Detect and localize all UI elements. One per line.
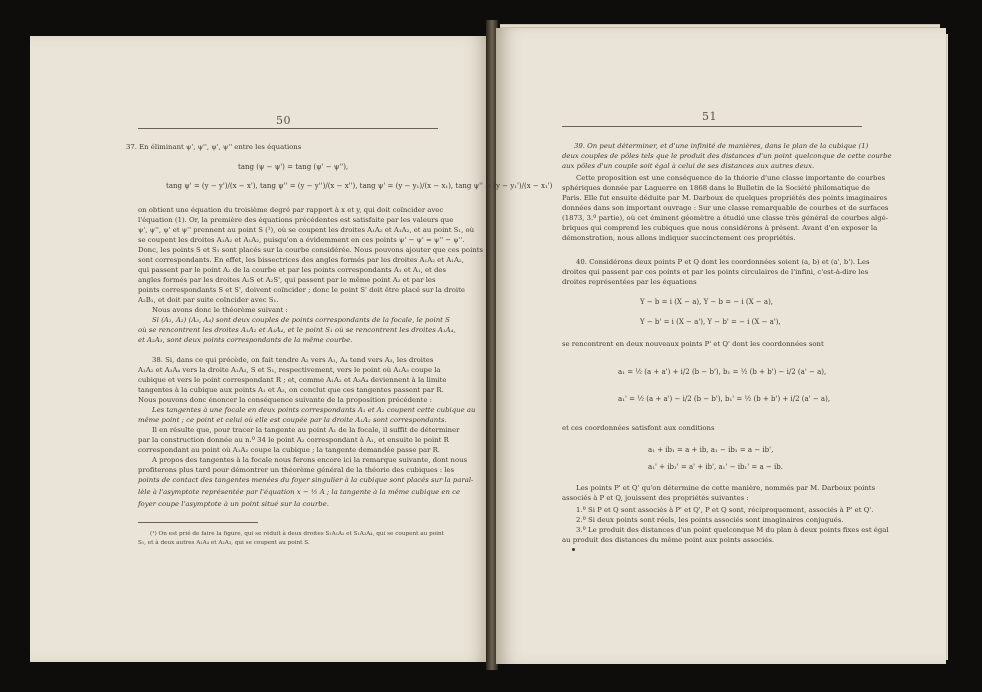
text-line: Les points P' et Q' qu'on détermine de cette manière, nommés par M. Darboux points (576, 484, 876, 492)
equation-line: a₁' + ib₁' = a' + ib', a₁' − ib₁' = a − ib. (648, 463, 783, 471)
text-line: lèle à l'asymptote représentée par l'équation x − ½ A ; la tangente à la même cubique en ce (138, 488, 461, 496)
text-line: angles formés par les droites A₂S et A₂S', qui passent par le même point A₂ et par les (138, 276, 436, 284)
text-line: démonstration, nous allons indiquer succinctement ces propriétés. (562, 234, 796, 242)
text-line: A₁A₂ et A₃A₄ vers la droite A₁A₃, S et S₁, respectivement, vers le point où A₁A₃ coupe la (138, 366, 441, 374)
text-line: associés à P et Q, jouissent des propriétés suivantes : (562, 494, 749, 502)
text-line: Nous avons donc le théorème suivant : (152, 306, 288, 314)
equation-line: Y − b' = i (X − a'), Y − b' = − i (X − a'), (640, 318, 781, 326)
left-header-rule (138, 128, 438, 129)
text-line: deux couples de pôles tels que le produit des distances d'un point quelconque de cette courbe (562, 152, 892, 160)
text-line: tangentes à la cubique aux points A₁ et A₃, on conclut que ces tangentes passent par R. (138, 386, 444, 394)
equation-line: tang (ψ − ψ') = tang (ψ' − ψ''), (238, 163, 349, 171)
text-line: droites qui passent par ces points et par les points circulaires de l'infini, c'est-à-dire les (562, 268, 869, 276)
text-line: même point ; ce point et celui où elle est coupée par la droite A₁A₂ sont correspondants. (138, 416, 447, 424)
equation-line: a₁ = ½ (a + a') + i/2 (b − b'), b₁ = ½ (b + b') − i/2 (a' − a), (618, 368, 827, 376)
text-line: se rencontrent en deux nouveaux points P' et Q' dont les coordonnées sont (562, 340, 824, 348)
end-mark (572, 548, 575, 551)
text-line: où se rencontrent les droites A₁A₂ et A₃A₄, et le point S₁ où se rencontrent les droites A₁A₄, (138, 326, 456, 334)
text-line: qui passent par le point A₂ de la courbe et par les points correspondants A₁ et A₁, et des (138, 266, 447, 274)
text-line: droites représentées par les équations (562, 278, 697, 286)
text-line: Cette proposition est une conséquence de la théorie d'une classe importante de courbes (576, 174, 886, 182)
text-line: données dans son important ouvrage : Sur une classe remarquable de courbes et de surfaces (562, 204, 889, 212)
text-line: A₂B₁, et doit par suite coïncider avec S₁. (138, 296, 279, 304)
text-line: 40. Considérons deux points P et Q dont les coordonnées soient (a, b) et (a', b'). Les (576, 258, 870, 266)
text-line: Si (A₁, A₂) (A₃, A₄) sont deux couples de points correspondants de la focale, le point S (152, 316, 450, 324)
equation-line: a₁' = ½ (a + a') − i/2 (b − b'), b₁' = ½ (b + b') + i/2 (a' − a), (618, 395, 831, 403)
text-line: au produit des distances du même point aux points associés. (562, 536, 775, 544)
text-line: sont correspondants. En effet, les bissectrices des angles formés par les droites A₁A₂ et A₁A₂, (138, 256, 464, 264)
equation-line: a₁ + ib₁ = a + ib, a₁ − ib₁ = a − ib', (648, 446, 774, 454)
right-page-number: 51 (702, 110, 717, 123)
text-line: on obtient une équation du troisième degré par rapport à x et y, qui doit coïncider avec (138, 206, 444, 214)
text-line: cubique et vers le point correspondant R ; et, comme A₁A₂ et A₃A₄ deviennent à la limite (138, 376, 447, 384)
text-line: aux pôles d'un couple soit égal à celui de ses distances aux autres deux. (562, 162, 815, 170)
text-line: 3.º Le produit des distances d'un point quelconque M du plan à deux points fixes est égal (576, 526, 889, 534)
text-line: et A₂A₃, sont deux points correspondants de la même courbe. (138, 336, 353, 344)
text-line: profiterons plus tard pour démontrer un théorème général de la théorie des cubiques : les (138, 466, 455, 474)
text-line: l'équation (1). Or, la première des équations précédentes est satisfaite par les valeurs que (138, 216, 454, 224)
equation-line: tang ψ' = (y − y')/(x − x'), tang ψ'' = (y − y'')/(x − x''), tang ψ' = (y − y₁)/(x − x₁), tang ψ'' = (y − y₁')/(x − x₁') (166, 182, 553, 190)
text-line: 1.º Si P et Q sont associés à P' et Q', P et Q sont, réciproquement, associés à P' et Q'. (576, 506, 874, 514)
text-line: correspondant au point où A₁A₂ coupe la cubique ; la tangente demandée passe par R. (138, 446, 440, 454)
equation-line: Y − b = i (X − a), Y − b = − i (X − a), (640, 298, 774, 306)
text-line: points de contact des tangentes menées du foyer singulier à la cubique sont placés sur la paral- (138, 476, 474, 484)
text-line: 37. En éliminant ψ', ψ'', ψ', ψ'' entre les équations (126, 143, 302, 151)
text-line: Donc, les points S et S₁ sont placés sur la courbe considérée. Nous pouvons ajouter que ces points (138, 246, 484, 254)
text-line: briques qui comprend les cubiques que nous considérons à présent. Avant d'en exposer la (562, 224, 878, 232)
text-line: 39. On peut déterminer, et d'une infinité de manières, dans le plan de la cubique (1) (574, 142, 869, 150)
text-line: sphériques donnée par Laguerre en 1868 dans le Bulletin de la Société philomatique de (562, 184, 870, 192)
left-page-number: 50 (276, 114, 291, 127)
text-line: par la construction donnée au n.º 34 le point A₂ correspondant à A₁, et ensuite le point R (138, 436, 449, 444)
right-header-rule (562, 126, 862, 127)
text-line: points correspondants S et S', doivent coïncider ; donc le point S' doit être placé sur la droite (138, 286, 465, 294)
text-line: Paris. Elle fut ensuite déduite par M. Darboux de quelques propriétés des points imaginaires (562, 194, 888, 202)
text-line: (1873, 3.º partie), où cet éminent géomètre a étudié une classe très général de courbes algé- (562, 214, 889, 222)
footnote-rule (138, 522, 258, 523)
text-line: et ces coordonnées satisfont aux conditions (562, 424, 715, 432)
text-line: S₁, et à deux autres A₁A₄ et A₂A₃, qui se coupent au point S. (138, 540, 310, 546)
text-line: se coupent les droites A₁A₂ et A₁A₂, puisqu'on a évidemment en ces points ψ' − ψ' = ψ'' − ψ''. (138, 236, 465, 244)
text-line: ψ', ψ'', ψ' et ψ'' prennent au point S (¹), où se coupent les droites A₁A₂ et A₁A₂, et au point S₁, où (138, 226, 475, 234)
text-line: Les tangentes à une focale en deux points correspondants A₁ et A₂ coupent cette cubique au (152, 406, 476, 414)
text-line: A propos des tangentes à la focale nous ferons encore ici la remarque suivante, dont nous (152, 456, 468, 464)
text-line: 2.º Si deux points sont réels, les points associés sont imaginaires conjugués. (576, 516, 844, 524)
text-line: Nous pouvons donc énoncer la conséquence suivante de la proposition précédente : (138, 396, 432, 404)
left-page (30, 36, 488, 662)
text-line: 38. Si, dans ce qui précède, on fait tendre A₂ vers A₁, A₄ tend vers A₃, les droites (152, 356, 434, 364)
text-line: Il en résulte que, pour tracer la tangente au point A₁ de la focale, il suffit de déterminer (152, 426, 460, 434)
text-line: (¹) On est prié de faire la figure, qui se réduit à deux droites S₁A₁A₂ et S₁A₃A₄, qui se coupent au point (150, 531, 444, 537)
text-line: foyer coupe l'asymptote à un point situé sur la courbe. (138, 500, 329, 508)
